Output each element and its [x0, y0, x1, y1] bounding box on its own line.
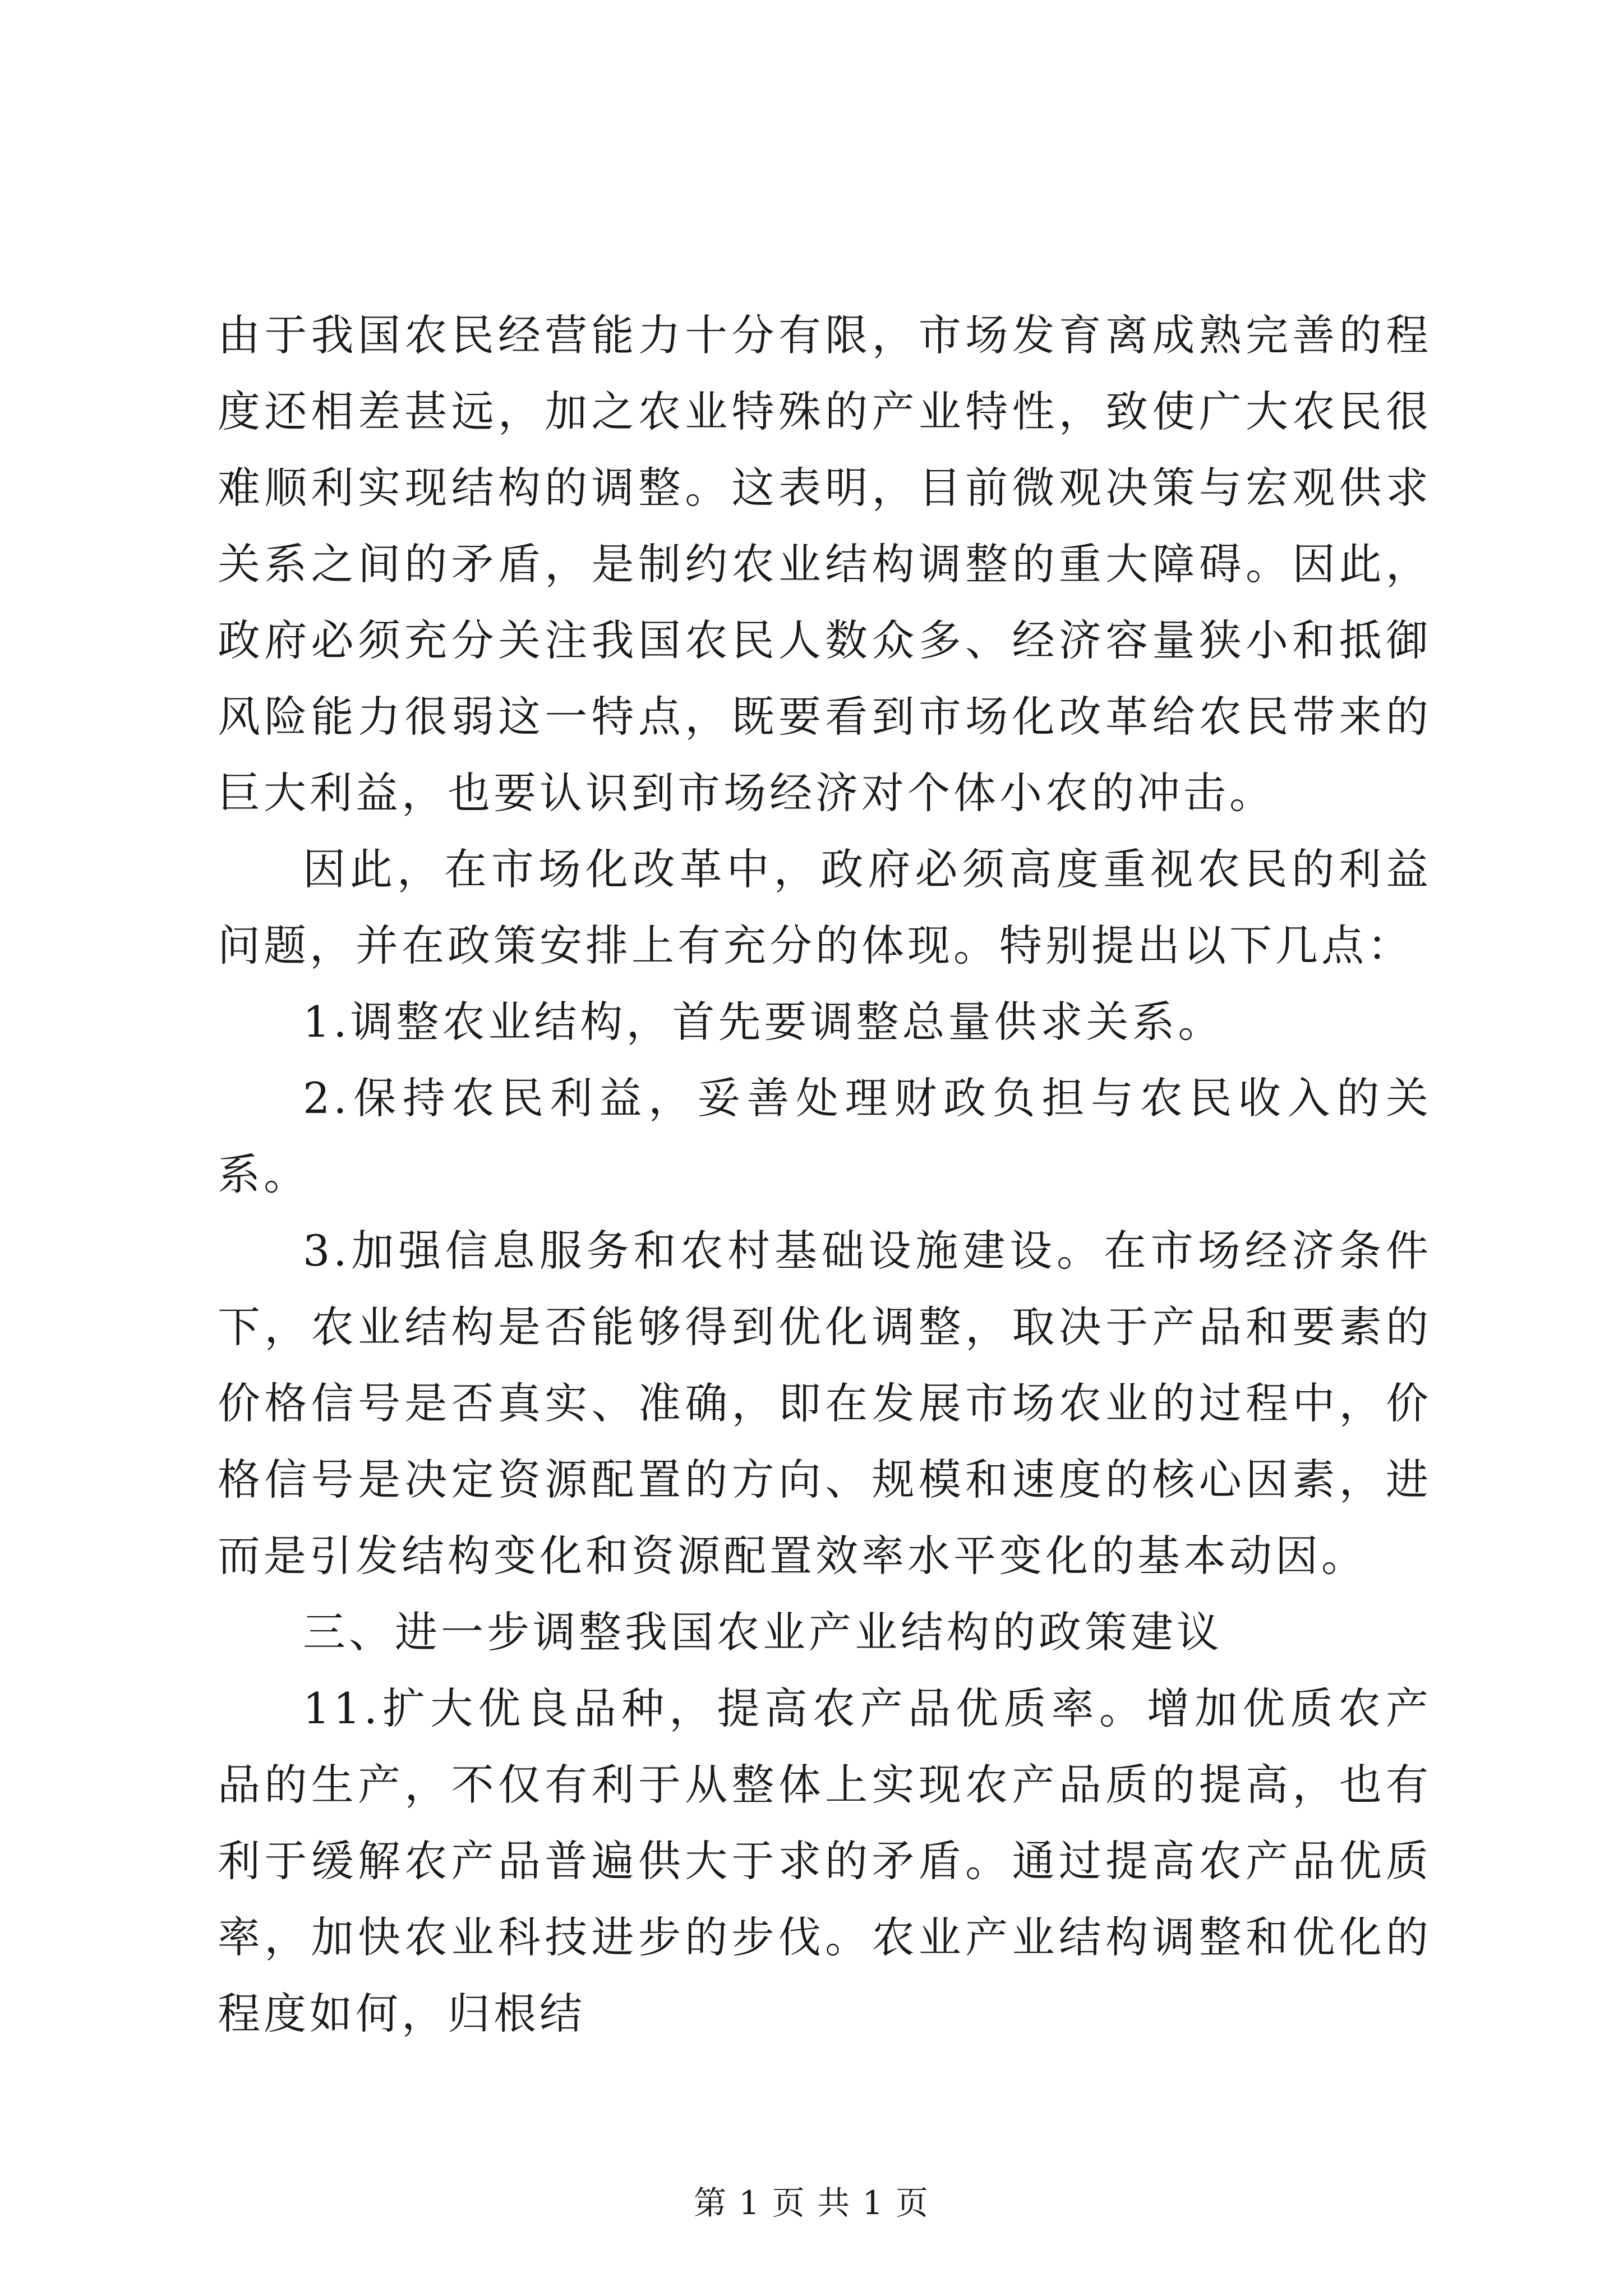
paragraph-government-attention: 因此，在市场化改革中，政府必须高度重视农民的利益问题，并在政策安排上有充分的体现。特别提出以下几点：	[218, 844, 1432, 970]
section-heading-3: 三、进一步调整我国农业产业结构的政策建议	[303, 1607, 1223, 1657]
paragraph-item-11: 11.扩大优良品种，提高农产品优质率。增加优质农产品的生产，不仅有利于从整体上实现农产品质的提高，也有利于缓解农产品普遍供大于求的矛盾。通过提高农产品优质率，加快农业科技进步的步伐。农业产业结构调整和优化的程度如何，归根结	[218, 1683, 1432, 2039]
page-number-label: 第 1 页 共 1 页	[694, 2184, 929, 2222]
list-item-2: 2.保持农民利益，妥善处理财政负担与农民收入的关系。	[218, 1073, 1432, 1199]
paragraph-continued: 由于我国农民经营能力十分有限，市场发育离成熟完善的程度还相差甚远，加之农业特殊的产业特性，致使广大农民很难顺利实现结构的调整。这表明，目前微观决策与宏观供求关系之间的矛盾，是制约农业结构调整的重大障碍。因此，政府必须充分关注我国农民人数众多、经济容量狭小和抵御风险能力很弱这一特点，既要看到市场化改革给农民带来的巨大利益，也要认识到市场经济对个体小农的冲击。	[218, 310, 1432, 818]
list-item-1: 1.调整农业结构，首先要调整总量供求关系。	[303, 997, 1224, 1047]
list-item-3: 3.加强信息服务和农村基础设施建设。在市场经济条件下，农业结构是否能够得到优化调整，取决于产品和要素的价格信号是否真实、准确，即在发展市场农业的过程中，价格信号是决定资源配置的方向、规模和速度的核心因素，进而是引发结构变化和资源配置效率水平变化的基本动因。	[218, 1226, 1432, 1581]
document-body	[218, 297, 1432, 2052]
page-footer	[0, 2177, 1623, 2224]
